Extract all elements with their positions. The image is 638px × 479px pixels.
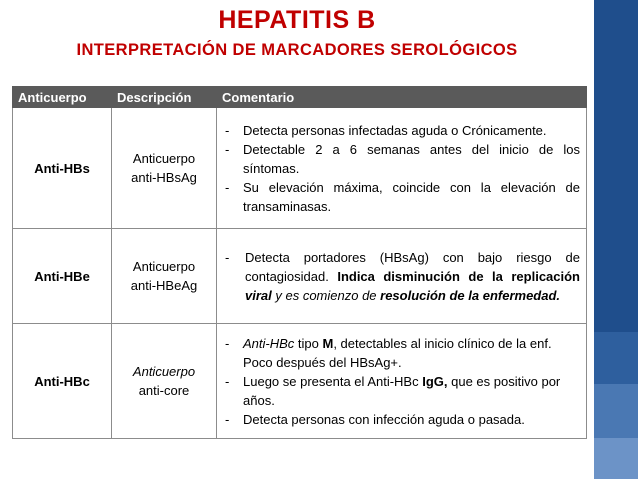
comment-list	[223, 121, 580, 216]
description-line: anti-HBeAg	[130, 278, 198, 293]
comment-item: - Detecta personas infectadas aguda o Crónicamente.	[223, 121, 580, 140]
decorative-sidebar	[594, 0, 638, 479]
comment-cell	[217, 229, 587, 324]
description-cell	[112, 229, 217, 324]
comment-text: que es positivo por años.	[243, 373, 561, 408]
comment-italic-text: y es comienzo de	[271, 287, 381, 303]
comment-item: - Detectable 2 a 6 semanas antes del inicio de los síntomas.	[223, 140, 580, 178]
column-header-comentario: Comentario	[217, 87, 587, 108]
markers-table	[12, 86, 587, 439]
comment-bold-text: Indica disminución de la replicación	[337, 268, 580, 284]
comment-text: Luego se presenta el Anti-HBc	[243, 373, 423, 389]
table-header-row	[13, 87, 587, 108]
comment-item: - Detecta personas con infección aguda o pasada.	[223, 410, 580, 429]
comment-bold-text: M	[322, 335, 334, 351]
column-header-descripcion: Descripción	[112, 87, 217, 108]
comment-item	[223, 372, 580, 410]
comment-text: , detectables al inicio clínico de la enf. Poco después del HBsAg+.	[243, 335, 552, 370]
table-row	[13, 108, 587, 229]
comment-item	[223, 248, 580, 305]
description-line: anti-core	[138, 383, 190, 398]
description-line: Anticuerpo	[132, 259, 196, 274]
column-header-anticuerpo: Anticuerpo	[13, 87, 112, 108]
sidebar-block	[594, 384, 638, 438]
comment-item: - Su elevación máxima, coincide con la elevación de transaminasas.	[223, 178, 580, 216]
sidebar-block	[594, 332, 638, 384]
description-cell	[112, 108, 217, 229]
comment-list	[223, 334, 580, 429]
marker-cell: Anti-HBc	[13, 324, 112, 439]
marker-cell: Anti-HBs	[13, 108, 112, 229]
table-row	[13, 324, 587, 439]
description-line: anti-HBsAg	[131, 170, 197, 185]
description-line: Anticuerpo	[132, 364, 196, 379]
page-title: HEPATITIS B	[218, 6, 376, 34]
comment-bold-italic-text: viral	[245, 287, 272, 303]
description-cell	[112, 324, 217, 439]
comment-list	[223, 248, 580, 305]
comment-cell	[217, 108, 587, 229]
table-row	[13, 229, 587, 324]
comment-cell	[217, 324, 587, 439]
comment-text: Detecta portadores (HBsAg) con bajo riesgo de contagiosidad.	[245, 249, 580, 284]
comment-bold-italic-text: resolución de la enfermedad.	[380, 287, 561, 303]
description-line: Anticuerpo	[132, 151, 196, 166]
comment-text: tipo	[294, 335, 323, 351]
comment-italic-text: Anti-HBc	[243, 335, 295, 351]
marker-cell: Anti-HBe	[13, 229, 112, 324]
sidebar-block	[594, 438, 638, 479]
page-subtitle: INTERPRETACIÓN DE MARCADORES SEROLÓGICOS	[76, 41, 518, 59]
comment-item	[223, 334, 580, 372]
comment-bold-text: IgG,	[422, 373, 448, 389]
